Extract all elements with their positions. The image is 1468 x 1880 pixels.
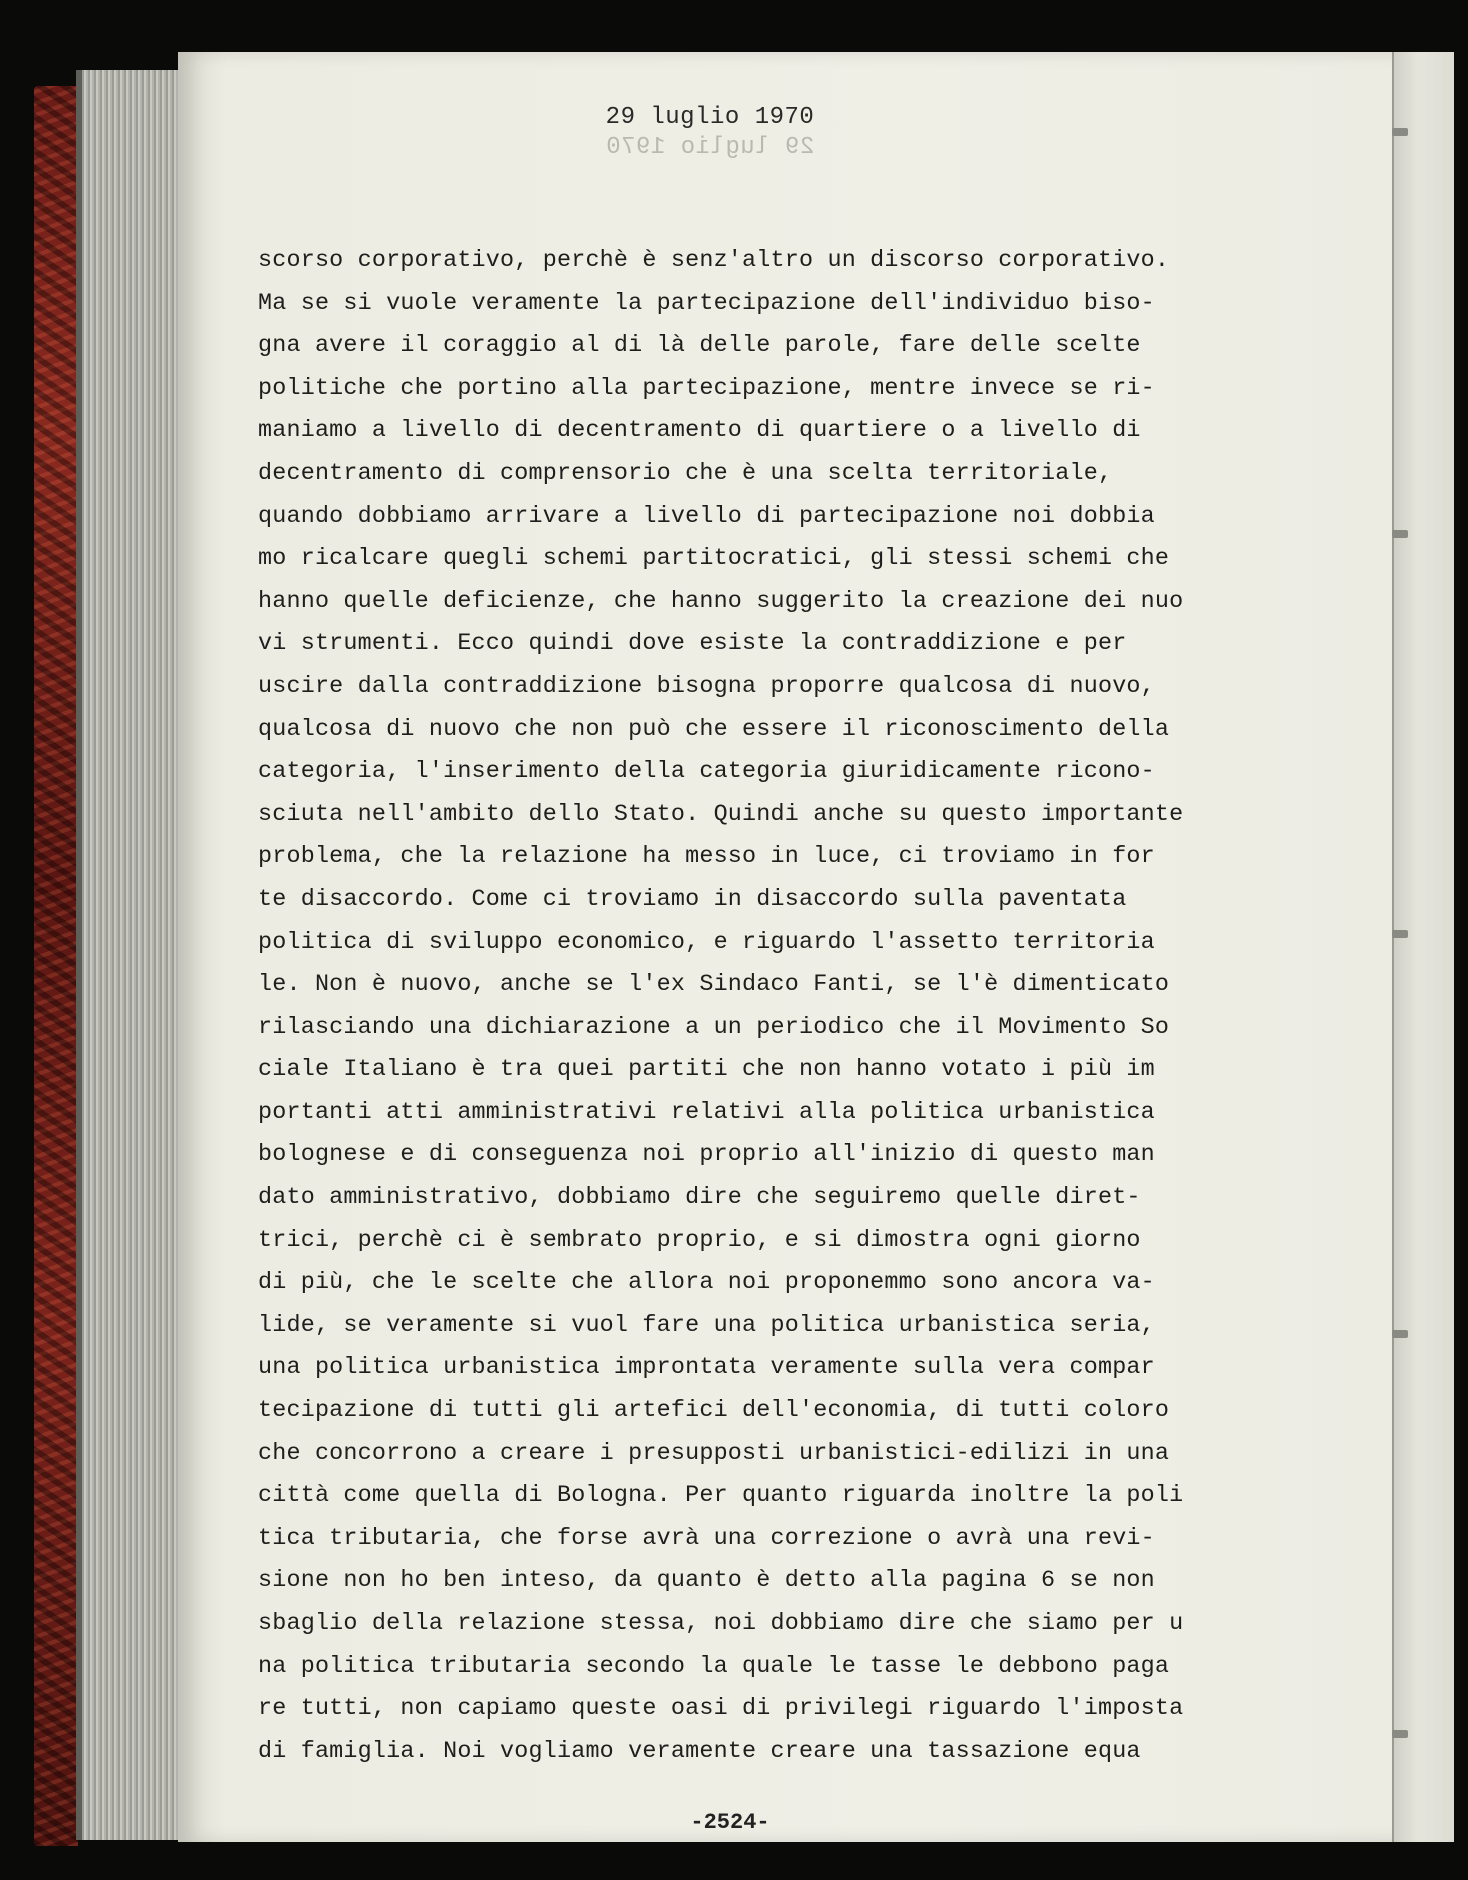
page-date-bleedthrough: 29 luglio 1970 bbox=[605, 134, 815, 161]
text-line: tecipazione di tutti gli artefici dell'economia, di tutti coloro bbox=[258, 1398, 1170, 1425]
binding-staple-icon bbox=[1392, 1730, 1408, 1738]
binding-staple-icon bbox=[1392, 128, 1408, 136]
binding-staple-icon bbox=[1392, 930, 1408, 938]
page-number: -2524- bbox=[690, 1810, 770, 1835]
body-text bbox=[258, 240, 1268, 1773]
text-line: maniamo a livello di decentramento di quartiere o a livello di bbox=[258, 418, 1141, 445]
page-date: 29 luglio 1970 bbox=[605, 104, 815, 131]
next-page-edge bbox=[1392, 52, 1454, 1842]
text-line: qualcosa di nuovo che non può che essere il riconoscimento della bbox=[258, 716, 1170, 743]
text-line: che concorrono a creare i presupposti urbanistici-edilizi in una bbox=[258, 1440, 1170, 1467]
binding-staple-icon bbox=[1392, 530, 1408, 538]
text-line: sbaglio della relazione stessa, noi dobbiamo dire che siamo per u bbox=[258, 1611, 1184, 1637]
text-line: mo ricalcare quegli schemi partitocratici, gli stessi schemi che bbox=[258, 546, 1170, 573]
text-line: città come quella di Bologna. Per quanto riguarda inoltre la poli bbox=[258, 1483, 1184, 1510]
text-line: ciale Italiano è tra quei partiti che non hanno votato i più im bbox=[258, 1057, 1155, 1084]
page-stack-edge bbox=[76, 70, 192, 1840]
text-line: di famiglia. Noi vogliamo veramente creare una tassazione equa bbox=[258, 1738, 1141, 1765]
text-line: le. Non è nuovo, anche se l'ex Sindaco Fanti, se l'è dimenticato bbox=[258, 972, 1170, 999]
text-line: sione non ho ben inteso, da quanto è detto alla pagina 6 se non bbox=[258, 1568, 1155, 1595]
text-line: tica tributaria, che forse avrà una correzione o avrà una revi- bbox=[258, 1525, 1155, 1552]
text-line: trici, perchè ci è sembrato proprio, e si dimostra ogni giorno bbox=[258, 1227, 1141, 1254]
text-line: politiche che portino alla partecipazione, mentre invece se ri- bbox=[258, 375, 1155, 402]
binding-staple-icon bbox=[1392, 1330, 1408, 1338]
text-line: categoria, l'inserimento della categoria giuridicamente ricono- bbox=[258, 759, 1155, 786]
text-line: quando dobbiamo arrivare a livello di partecipazione noi dobbia bbox=[258, 503, 1155, 530]
text-line: vi strumenti. Ecco quindi dove esiste la contraddizione e per bbox=[258, 631, 1127, 658]
text-line: uscire dalla contraddizione bisogna proporre qualcosa di nuovo, bbox=[258, 673, 1155, 700]
text-line: na politica tributaria secondo la quale le tasse le debbono paga bbox=[258, 1653, 1170, 1680]
text-line: re tutti, non capiamo queste oasi di privilegi riguardo l'imposta bbox=[258, 1696, 1184, 1723]
text-line: decentramento di comprensorio che è una scelta territoriale, bbox=[258, 460, 1113, 487]
text-line: rilasciando una dichiarazione a un periodico che il Movimento So bbox=[258, 1014, 1170, 1041]
text-line: lide, se veramente si vuol fare una politica urbanistica seria, bbox=[258, 1312, 1155, 1339]
text-line: Ma se si vuole veramente la partecipazione dell'individuo biso- bbox=[258, 290, 1155, 317]
text-line: te disaccordo. Come ci troviamo in disaccordo sulla paventata bbox=[258, 886, 1127, 913]
book-marbled-edge bbox=[34, 86, 78, 1846]
text-line: portanti atti amministrativi relativi alla politica urbanistica bbox=[258, 1099, 1155, 1126]
text-line: scorso corporativo, perchè è senz'altro un discorso corporativo. bbox=[258, 248, 1170, 274]
text-line: dato amministrativo, dobbiamo dire che seguiremo quelle diret- bbox=[258, 1185, 1141, 1212]
text-line: hanno quelle deficienze, che hanno suggerito la creazione dei nuo bbox=[258, 588, 1184, 615]
text-line: problema, che la relazione ha messo in luce, ci troviamo in for bbox=[258, 844, 1155, 871]
text-line: gna avere il coraggio al di là delle parole, fare delle scelte bbox=[258, 333, 1141, 360]
text-line: di più, che le scelte che allora noi proponemmo sono ancora va- bbox=[258, 1270, 1155, 1297]
text-line: politica di sviluppo economico, e riguardo l'assetto territoria bbox=[258, 929, 1155, 956]
text-line: sciuta nell'ambito dello Stato. Quindi anche su questo importante bbox=[258, 801, 1184, 828]
text-line: una politica urbanistica improntata veramente sulla vera compar bbox=[258, 1355, 1155, 1382]
text-line: bolognese e di conseguenza noi proprio all'inizio di questo man bbox=[258, 1142, 1155, 1169]
